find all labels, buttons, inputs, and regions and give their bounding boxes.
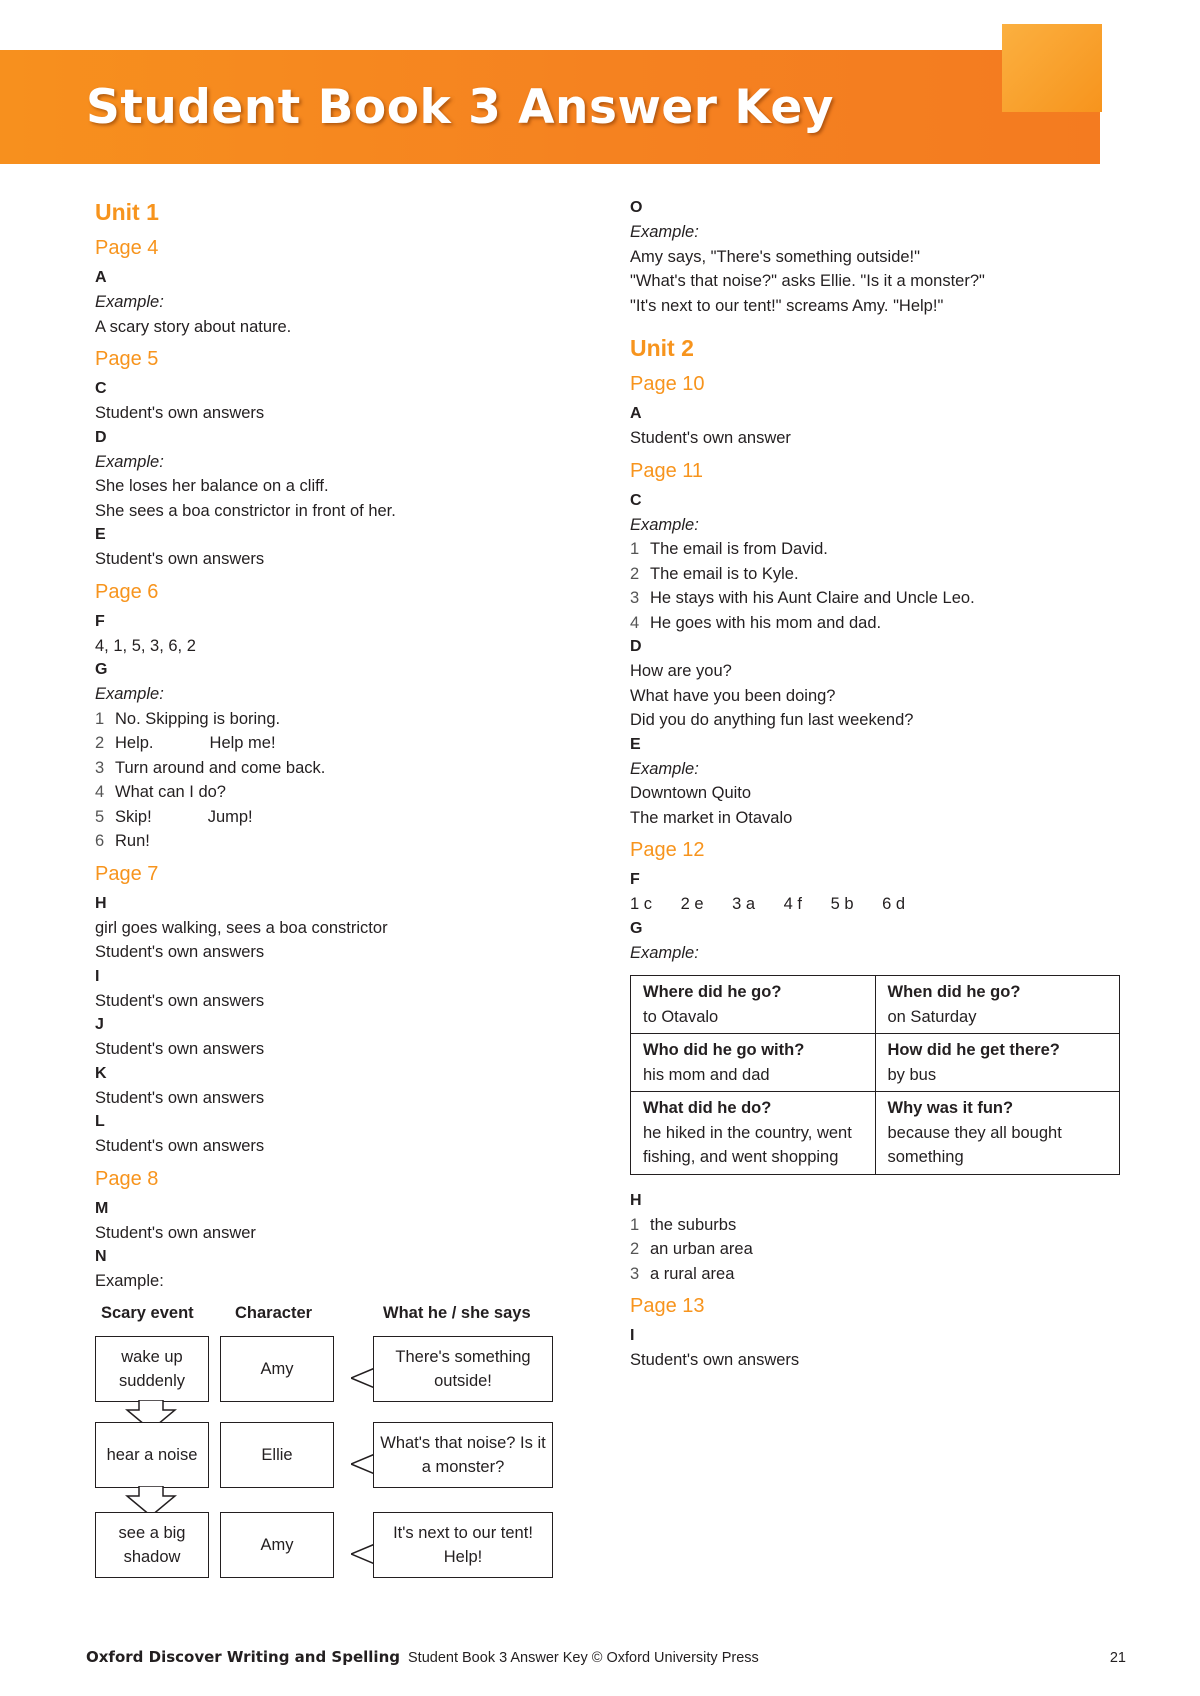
example-label: Example: bbox=[95, 1272, 164, 1290]
answer-text: Student's own answers bbox=[95, 991, 265, 1010]
matching-answers bbox=[630, 892, 1130, 917]
cell-answer: his mom and dad bbox=[643, 1065, 770, 1084]
exercise-letter: E bbox=[95, 526, 106, 543]
exercise-letter: F bbox=[95, 612, 105, 630]
cell-answer: to Otavalo bbox=[643, 1007, 719, 1026]
page-footer bbox=[86, 1648, 1126, 1666]
item-text: the suburbs bbox=[650, 1215, 737, 1234]
answer-text: Amy says, "There's something outside!" bbox=[630, 247, 920, 266]
diagram-header-says: What he / she says bbox=[383, 1303, 531, 1322]
answer-text: "What's that noise?" asks Ellie. "Is it a monster?" bbox=[630, 272, 985, 290]
numbered-answer bbox=[95, 805, 565, 830]
table-row bbox=[631, 976, 1120, 1034]
footer-brand: Oxford Discover Writing and Spelling bbox=[86, 1648, 400, 1666]
page-7-heading: Page 7 bbox=[95, 862, 159, 885]
match-item: 2 e bbox=[680, 895, 704, 913]
cell-question: When did he go? bbox=[887, 983, 1021, 1001]
item-number: 5 bbox=[95, 807, 105, 826]
answer-text: Did you do anything fun last weekend? bbox=[630, 711, 914, 729]
item-text: What can I do? bbox=[115, 783, 226, 801]
cell-question: Where did he go? bbox=[643, 983, 782, 1001]
item-number: 3 bbox=[630, 589, 640, 607]
numbered-answer bbox=[630, 562, 1130, 587]
character-box: Amy bbox=[220, 1512, 334, 1578]
example-label: Example: bbox=[630, 943, 699, 962]
cell-question: What did he do? bbox=[643, 1099, 772, 1117]
answer-text: Student's own answers bbox=[95, 404, 265, 422]
numbered-answer bbox=[95, 731, 565, 756]
exercise-letter: I bbox=[630, 1327, 635, 1344]
item-text: an urban area bbox=[650, 1240, 753, 1258]
table-cell bbox=[875, 1092, 1120, 1175]
exercise-letter: M bbox=[95, 1199, 109, 1217]
table-cell bbox=[875, 976, 1120, 1034]
numbered-answer bbox=[630, 611, 1130, 636]
answer-text: Student's own answers bbox=[630, 1351, 800, 1369]
item-text: Run! bbox=[115, 832, 150, 850]
exercise-letter: F bbox=[630, 871, 640, 888]
match-item: 3 a bbox=[732, 895, 756, 913]
table-cell bbox=[631, 1092, 876, 1175]
answer-text: girl goes walking, sees a boa constrictor bbox=[95, 918, 388, 937]
match-item: 1 c bbox=[630, 895, 653, 913]
table-row bbox=[631, 1092, 1120, 1175]
numbered-answer bbox=[95, 707, 565, 732]
speech-box: What's that noise? Is it a monster? bbox=[373, 1422, 553, 1488]
item-number: 2 bbox=[630, 564, 640, 583]
item-number: 3 bbox=[95, 758, 105, 777]
example-label: Example: bbox=[95, 452, 164, 471]
item-number: 2 bbox=[95, 734, 105, 752]
match-item: 6 d bbox=[882, 895, 906, 913]
item-number: 1 bbox=[630, 1215, 640, 1234]
item-number: 4 bbox=[95, 783, 105, 801]
match-item: 4 f bbox=[783, 895, 803, 913]
trip-questions-table bbox=[630, 975, 1120, 1175]
cell-question: Who did he go with? bbox=[643, 1041, 805, 1059]
item-number: 1 bbox=[630, 540, 640, 558]
exercise-letter: O bbox=[630, 199, 643, 216]
exercise-letter: H bbox=[95, 894, 107, 912]
table-cell bbox=[631, 976, 876, 1034]
exercise-letter: E bbox=[630, 735, 641, 753]
exercise-letter: K bbox=[95, 1064, 107, 1082]
item-text: Skip! bbox=[115, 807, 152, 826]
right-column bbox=[630, 196, 1130, 1373]
numbered-answer bbox=[630, 1237, 1130, 1262]
exercise-letter: A bbox=[95, 269, 107, 286]
exercise-letter: I bbox=[95, 967, 100, 985]
example-label: Example: bbox=[630, 759, 699, 778]
page-4-heading: Page 4 bbox=[95, 237, 159, 259]
answer-text: She sees a boa constrictor in front of her. bbox=[95, 501, 396, 520]
answer-text: "It's next to our tent!" screams Amy. "Help!" bbox=[630, 296, 944, 315]
event-box: hear a noise bbox=[95, 1422, 209, 1488]
left-column bbox=[95, 196, 565, 1604]
answer-text: Student's own answers bbox=[95, 1088, 265, 1107]
cell-answer: he hiked in the country, went fishing, and went shopping bbox=[643, 1123, 852, 1166]
page-6-heading: Page 6 bbox=[95, 580, 159, 603]
numbered-answer bbox=[630, 1262, 1130, 1287]
item-text: He stays with his Aunt Claire and Uncle Leo. bbox=[650, 589, 975, 607]
exercise-letter: C bbox=[630, 491, 642, 509]
table-cell bbox=[875, 1034, 1120, 1092]
item-number: 2 bbox=[630, 1240, 640, 1258]
table-row bbox=[631, 1034, 1120, 1092]
answer-text: Student's own answers bbox=[95, 943, 265, 961]
numbered-answer bbox=[95, 829, 565, 854]
answer-text: How are you? bbox=[630, 662, 732, 680]
page-title: Student Book 3 Answer Key bbox=[86, 80, 834, 135]
cell-question: How did he get there? bbox=[887, 1041, 1060, 1059]
character-box: Ellie bbox=[220, 1422, 334, 1488]
numbered-answer bbox=[95, 756, 565, 781]
numbered-answer bbox=[630, 537, 1130, 562]
character-box: Amy bbox=[220, 1336, 334, 1402]
exercise-letter: A bbox=[630, 405, 642, 422]
story-diagram bbox=[95, 1304, 565, 1604]
exercise-letter: G bbox=[630, 919, 643, 937]
speech-tail-icon bbox=[351, 1366, 375, 1390]
item-text: a rural area bbox=[650, 1264, 735, 1283]
item-number: 1 bbox=[95, 709, 105, 728]
exercise-letter: G bbox=[95, 661, 108, 678]
example-label: Example: bbox=[95, 293, 164, 311]
page-11-heading: Page 11 bbox=[630, 459, 704, 482]
page-5-heading: Page 5 bbox=[95, 348, 159, 370]
cell-answer: on Saturday bbox=[887, 1007, 977, 1026]
cell-answer: because they all bought something bbox=[887, 1123, 1062, 1166]
cell-answer: by bus bbox=[887, 1065, 937, 1084]
header-tab-decoration bbox=[1002, 24, 1102, 112]
answer-text: What have you been doing? bbox=[630, 686, 836, 705]
item-text: Turn around and come back. bbox=[115, 758, 326, 777]
answer-text: A scary story about nature. bbox=[95, 317, 292, 336]
answer-text: Student's own answers bbox=[95, 550, 265, 568]
item-number: 4 bbox=[630, 613, 640, 632]
answer-text: Student's own answer bbox=[95, 1223, 256, 1242]
speech-tail-icon bbox=[351, 1452, 375, 1476]
match-item: 5 b bbox=[830, 895, 854, 913]
page-10-heading: Page 10 bbox=[630, 373, 705, 395]
item-text: He goes with his mom and dad. bbox=[650, 613, 882, 632]
numbered-answer bbox=[95, 780, 565, 805]
numbered-answer bbox=[630, 586, 1130, 611]
table-cell bbox=[631, 1034, 876, 1092]
event-box: see a big shadow bbox=[95, 1512, 209, 1578]
cell-question: Why was it fun? bbox=[887, 1099, 1014, 1117]
answer-text: Student's own answers bbox=[95, 1040, 265, 1058]
item-number: 6 bbox=[95, 832, 105, 850]
exercise-letter: D bbox=[630, 638, 642, 655]
item-text: The email is to Kyle. bbox=[650, 564, 799, 583]
answer-text: Student's own answer bbox=[630, 429, 791, 447]
exercise-letter: L bbox=[95, 1113, 105, 1130]
answer-text: 4, 1, 5, 3, 6, 2 bbox=[95, 636, 196, 655]
diagram-header-event: Scary event bbox=[101, 1303, 194, 1322]
example-label: Example: bbox=[95, 685, 164, 703]
answer-text: She loses her balance on a cliff. bbox=[95, 477, 329, 495]
event-box: wake up suddenly bbox=[95, 1336, 209, 1402]
speech-box: It's next to our tent! Help! bbox=[373, 1512, 553, 1578]
example-label: Example: bbox=[630, 223, 699, 241]
unit-2-heading: Unit 2 bbox=[630, 335, 694, 361]
page-number: 21 bbox=[1109, 1650, 1126, 1666]
item-text: No. Skipping is boring. bbox=[115, 709, 281, 728]
answer-text: Downtown Quito bbox=[630, 784, 752, 802]
item-text-second: Jump! bbox=[207, 807, 253, 826]
speech-tail-icon bbox=[351, 1542, 375, 1566]
exercise-letter: H bbox=[630, 1191, 642, 1209]
example-label: Example: bbox=[630, 515, 699, 534]
diagram-header-character: Character bbox=[235, 1303, 313, 1322]
item-text: The email is from David. bbox=[650, 540, 828, 558]
speech-box: There's something outside! bbox=[373, 1336, 553, 1402]
page-12-heading: Page 12 bbox=[630, 839, 705, 861]
item-text: Help. bbox=[115, 734, 154, 752]
answer-text: The market in Otavalo bbox=[630, 808, 793, 827]
numbered-answer bbox=[630, 1213, 1130, 1238]
item-text-second: Help me! bbox=[209, 734, 276, 752]
exercise-letter: J bbox=[95, 1016, 104, 1033]
page-13-heading: Page 13 bbox=[630, 1295, 705, 1317]
exercise-letter: D bbox=[95, 428, 107, 446]
page-8-heading: Page 8 bbox=[95, 1167, 159, 1190]
footer-text: Student Book 3 Answer Key © Oxford University Press bbox=[408, 1650, 759, 1666]
answer-text: Student's own answers bbox=[95, 1137, 265, 1155]
unit-1-heading: Unit 1 bbox=[95, 199, 159, 225]
exercise-letter: N bbox=[95, 1248, 107, 1265]
item-number: 3 bbox=[630, 1264, 640, 1283]
exercise-letter: C bbox=[95, 380, 107, 397]
